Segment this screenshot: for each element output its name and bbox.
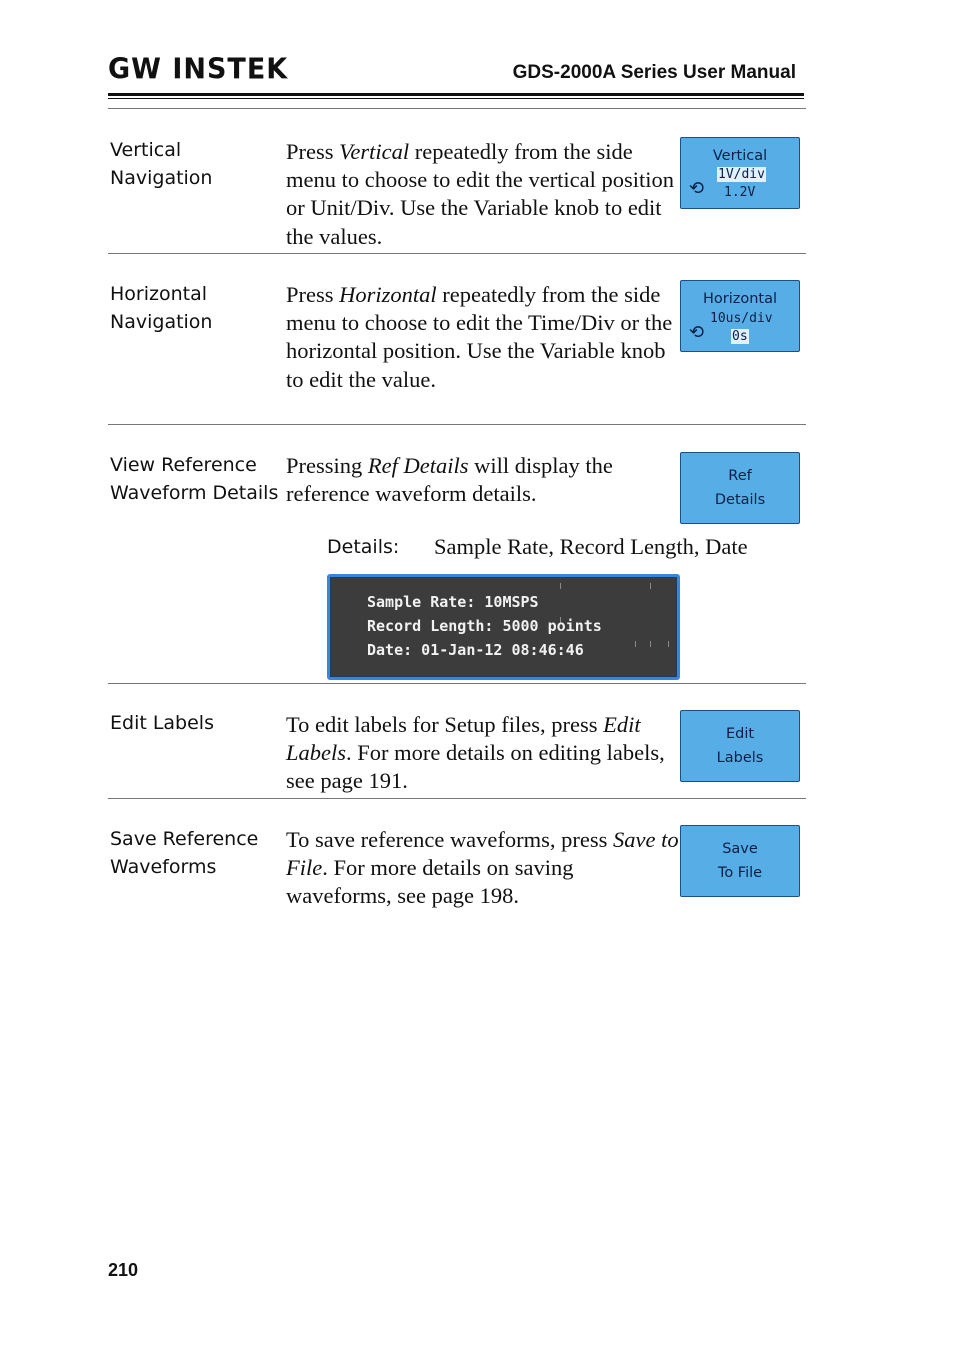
grid-tick xyxy=(668,641,669,647)
row-label-view-reference-waveform-details: View Reference Waveform Details xyxy=(110,454,279,504)
grid-tick xyxy=(560,583,561,589)
row-description-save-reference-waveforms: To save reference waveforms, press Save to File. For more details on saving waveforms, see page 198. xyxy=(286,827,679,909)
row-divider xyxy=(108,108,806,109)
softkey-title: Horizontal xyxy=(702,291,778,307)
horizontal-softkey[interactable] xyxy=(680,280,800,352)
softkey-value-unit-div: 1V/div xyxy=(718,167,765,182)
header-rule-thin xyxy=(108,98,804,99)
softkey-label-line2: To File xyxy=(717,865,763,881)
softkey-label-line1: Save xyxy=(722,841,758,857)
softkey-label-line2: Details xyxy=(714,492,766,508)
row-divider xyxy=(108,683,806,684)
panel-record-length: Record Length: 5000 points xyxy=(367,617,602,635)
softkey-label-line1: Ref xyxy=(728,468,752,484)
save-to-file-softkey[interactable] xyxy=(680,825,800,897)
details-value: Sample Rate, Record Length, Date xyxy=(434,534,748,559)
grid-tick xyxy=(635,641,636,647)
reference-details-panel xyxy=(327,574,680,680)
softkey-value-position: 0s xyxy=(732,329,748,344)
page-number: 210 xyxy=(108,1260,139,1280)
row-divider xyxy=(108,424,806,425)
row-description-edit-labels: To edit labels for Setup files, press Edit Labels. For more details on editing labels, see page 191. xyxy=(286,712,665,794)
header-rule-thick xyxy=(108,93,804,96)
row-label-save-reference-waveforms: Save Reference Waveforms xyxy=(110,828,259,878)
variable-knob-icon: ⟲ xyxy=(689,178,705,199)
edit-labels-softkey[interactable] xyxy=(680,710,800,782)
panel-sample-rate: Sample Rate: 10MSPS xyxy=(367,593,539,611)
page-header xyxy=(108,52,804,112)
softkey-label-line1: Edit xyxy=(725,726,755,742)
row-label-edit-labels: Edit Labels xyxy=(110,712,214,734)
row-description-view-reference-waveform-details: Pressing Ref Details will display the reference waveform details. xyxy=(286,453,613,507)
manual-title: GDS-2000A Series User Manual xyxy=(512,62,796,83)
softkey-title: Vertical xyxy=(712,148,768,164)
softkey-value-position: 1.2V xyxy=(724,185,756,200)
softkey-value-time-div: 10us/div xyxy=(710,311,773,326)
row-description-horizontal-navigation: Press Horizontal repeatedly from the side menu to choose to edit the Time/Div or the horizontal position. Use the Variable knob to edit the value. xyxy=(286,282,673,392)
panel-date: Date: 01-Jan-12 08:46:46 xyxy=(367,641,584,659)
row-divider xyxy=(108,798,806,799)
softkey-label-line2: Labels xyxy=(716,750,764,766)
row-label-horizontal-navigation: Horizontal Navigation xyxy=(110,283,213,333)
grid-tick xyxy=(650,641,651,647)
ref-details-softkey[interactable] xyxy=(680,452,800,524)
row-divider xyxy=(108,253,806,254)
details-label: Details: xyxy=(327,536,400,558)
vertical-softkey[interactable] xyxy=(680,137,800,209)
variable-knob-icon: ⟲ xyxy=(689,322,705,343)
brand-logo: GW INSTEK xyxy=(108,53,289,86)
row-description-vertical-navigation: Press Vertical repeatedly from the side menu to choose to edit the vertical position or Unit/Div. Use the Variable knob to edit the values. xyxy=(286,139,675,249)
grid-tick xyxy=(650,583,651,589)
row-label-vertical-navigation: Vertical Navigation xyxy=(110,139,213,189)
